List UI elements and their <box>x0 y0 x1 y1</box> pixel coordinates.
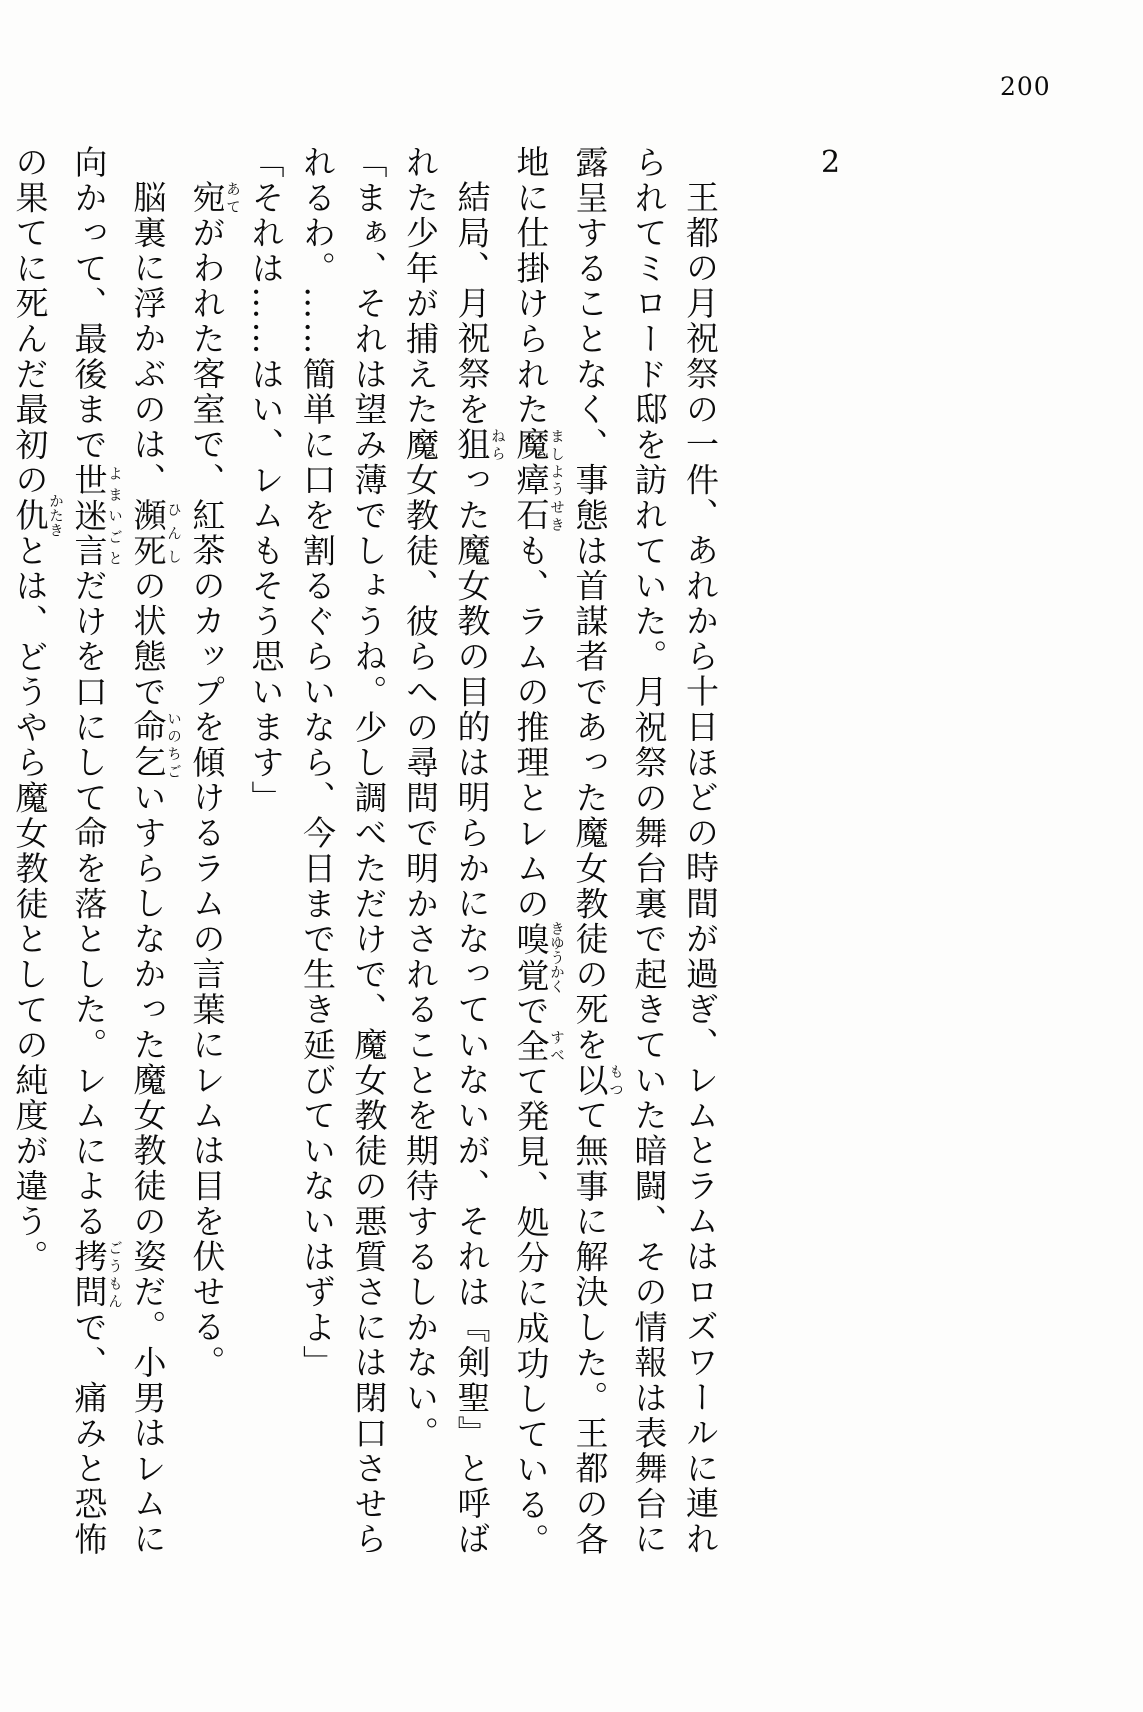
text-line: 王都の月祝祭の一件、あれから十日ほどの時間が過ぎ、レムとラムはロズワールに連れ <box>681 179 720 1557</box>
furigana-ruby: 命乞いのちご <box>128 709 181 781</box>
text-columns <box>0 145 1048 1580</box>
section-number-digit: 2 <box>813 145 848 180</box>
text-line: 宛あてがわれた客室で、紅茶のカップを傾けるラムの言葉にレムは目を伏せる。 <box>187 179 240 1381</box>
text-line: れた少年が捕えた魔女教徒、彼らへの尋問で明かされることを期待するしかない。 <box>401 145 440 1452</box>
furigana-ruby: 全すべ <box>511 1028 564 1064</box>
text-line: 結局、月祝祭を狙ねらった魔女教の目的は明らかになっていないが、それは『剣聖』と呼ば <box>452 179 505 1557</box>
furigana-ruby: 拷問ごうもん <box>69 1239 122 1310</box>
text-line: 向かって、最後まで世迷言よまいごとだけを口にして命を落とした。レムによる拷問ごうもんで、痛みと恐怖 <box>69 145 122 1558</box>
furigana-ruby: 以もつ <box>570 1062 623 1099</box>
text-line: 地に仕掛けられた魔瘴石ましようせきも、ラムの推理とレムの嗅覚きゆうかくで全すべて発見、処分に成功している。 <box>511 145 564 1559</box>
text-line: の果てに死んだ最初の仇かたきとは、どうやら魔女教徒としての純度が違う。 <box>10 145 63 1275</box>
furigana-ruby: 嗅覚きゆうかく <box>511 921 564 994</box>
furigana-ruby: 宛あて <box>187 179 240 216</box>
section-number <box>804 145 1048 1580</box>
text-line: 露呈することなく、事態は首謀者であった魔女教徒の死を以もつて無事に解決した。王都の各 <box>570 145 623 1558</box>
furigana-ruby: 世迷言よまいごと <box>69 462 122 569</box>
text-line: られてミロード邸を訪れていた。月祝祭の舞台裏で起きていた暗闘、その情報は表舞台に <box>629 145 669 1557</box>
text-line: 「それは……はい、レムもそう思います」 <box>246 145 286 816</box>
furigana-ruby: 仇かたき <box>10 493 63 538</box>
furigana-ruby: 狙ねら <box>452 427 505 463</box>
page-number: 200 <box>1000 72 1051 101</box>
text-line: れるわ。……簡単に口を割るぐらいなら、今日まで生き延びていないはずよ」 <box>298 145 337 1381</box>
furigana-ruby: 魔瘴石ましようせき <box>511 427 564 534</box>
furigana-ruby: 瀕死ひんし <box>128 497 181 569</box>
text-line: 脳裏に浮かぶのは、瀕死ひんしの状態で命乞いのちごいすらしなかった魔女教徒の姿だ。小男はレムに <box>128 179 181 1557</box>
text-line: 「まぁ、それは望み薄でしょうね。少し調べただけで、魔女教徒の悪質さには閉口させら <box>349 145 389 1557</box>
